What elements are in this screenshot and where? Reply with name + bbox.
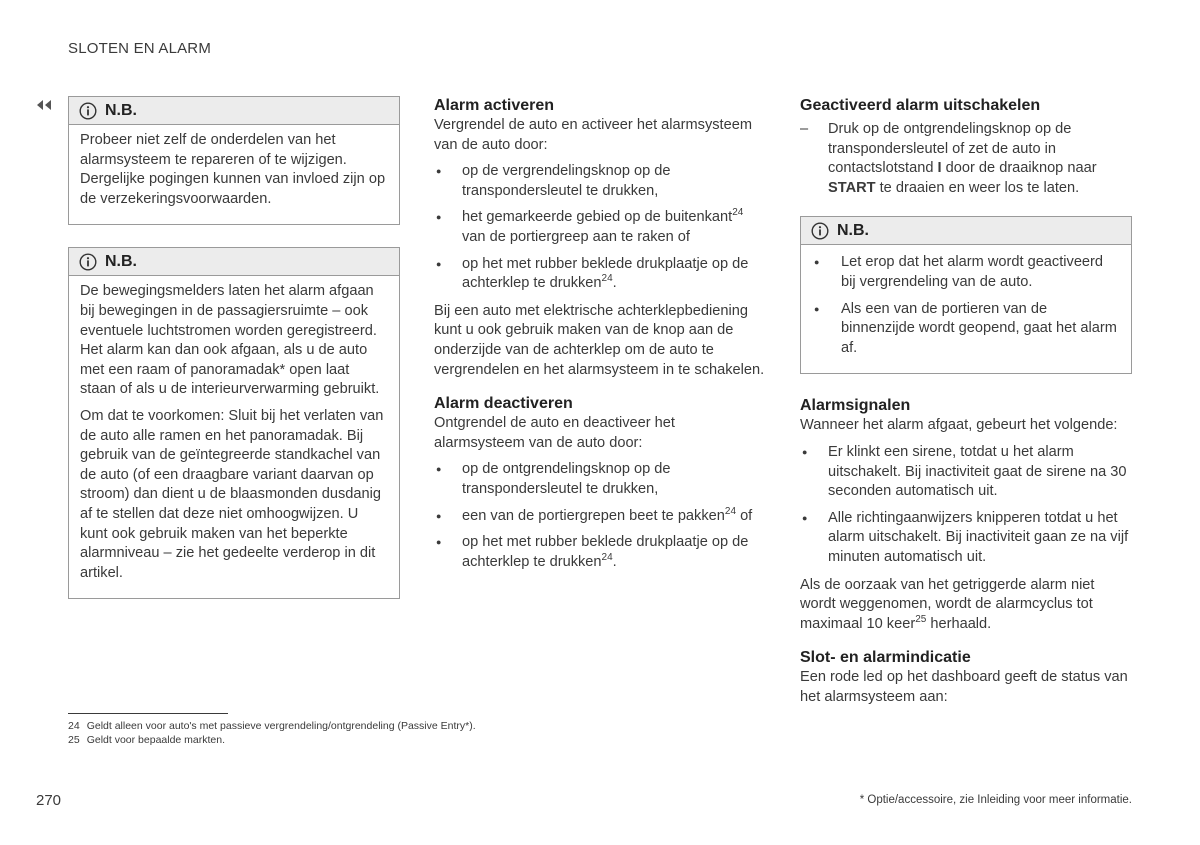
list-item: ● het gemarkeerde gebied op de buitenkant$^{24}$ van de portiergreep aan te raken of [434, 208, 766, 247]
page-number: 270 [36, 792, 62, 809]
heading-alarm-activate: Alarm activeren [434, 97, 555, 114]
column-left [68, 96, 400, 621]
footnote: 24 Geldt alleen voor auto's met passieve vergrendeling/ontgrendeling (Passive Entry*). [68, 720, 476, 732]
body-text: Bij een auto met elektrische achterklepbediening kunt u ook gebruik maken van de knop aan de onderzijde van de achterklep om de auto te vergrendelen en het alarmsysteem in te schakelen. [434, 302, 765, 378]
note-title: N.B. [105, 101, 137, 119]
list-item: ● Let erop dat het alarm wordt geactiveerd bij vergrendeling van de auto. [812, 253, 1120, 292]
footnote-divider [68, 713, 228, 714]
heading-disable-alarm: Geactiveerd alarm uitschakelen [800, 97, 1041, 114]
note-list [812, 253, 1120, 358]
body-text: Als de oorzaak van het getriggerde alarm niet wordt weggenomen, wordt de alarmcyclus tot maximaal 10 keer$^{25}$ herhaald. [800, 576, 1095, 632]
note-header [801, 217, 1131, 245]
activate-list [434, 162, 766, 294]
instruction-step: – Druk op de ontgrendelingsknop op de transpondersleutel of zet de auto in contactslotstand I door de draaiknop naar START te draaien en weer los te laten. [800, 121, 1097, 196]
list-item: ● een van de portiergrepen beet te pakken$^{24}$ of [434, 507, 766, 527]
note-title: N.B. [837, 221, 869, 239]
list-item: ● op het met rubber beklede drukplaatje op de achterklep te drukken$^{24}$. [434, 255, 766, 294]
footnote: 25 Geldt voor bepaalde markten. [68, 734, 226, 746]
footnote-ref: 24 [732, 207, 744, 219]
info-circle-icon [79, 253, 97, 271]
info-circle-icon [811, 222, 829, 240]
heading-alarm-signals: Alarmsignalen [800, 397, 911, 415]
intro-text: Ontgrendel de auto en deactiveer het alarmsysteem van de auto door: [434, 415, 675, 451]
footnote-ref: 24 [724, 505, 737, 517]
list-item: ● Alle richtingaanwijzers knipperen totdat u het alarm uitschakelt. Bij inactiviteit gaan ze na vijf minuten automatisch uit. [800, 509, 1132, 568]
footnotes [68, 719, 476, 747]
info-circle-icon [79, 102, 97, 120]
list-item: ● Als een van de portieren van de binnenzijde wordt geopend, gaat het alarm af. [812, 300, 1120, 359]
footnote-ref: 24 [601, 273, 613, 285]
list-item: ● op de vergrendelingsknop op de transpondersleutel te drukken, [434, 162, 766, 201]
section-title: SLOTEN EN ALARM [68, 40, 212, 57]
list-item: ● Er klinkt een sirene, totdat u het alarm uitschakelt. Bij inactiviteit gaat de sirene na 30 seconden automatisch uit. [800, 443, 1132, 502]
list-item: ● op de ontgrendelingsknop op de transpondersleutel te drukken, [434, 460, 766, 499]
note-header [69, 248, 399, 276]
double-chevron-left-icon[interactable] [36, 100, 52, 110]
column-middle [434, 96, 766, 580]
column-right [800, 96, 1132, 714]
footer-note: * Optie/accessoire, zie Inleiding voor meer informatie. [859, 794, 1132, 806]
footnote-ref: 25 [915, 613, 927, 625]
note-text: Om dat te voorkomen: Sluit bij het verlaten van de auto alle ramen en het panoramadak. Bij gebruik van de geïntegreerde standkachel van de auto (of een draagbare variant daarvan op stroom) dan dient u de blaasmonden dusdanig af te stellen dat deze niet omhoogwijzen. U kunt ook gebruik maken van het beperkte alarmniveau – zie het gedeelte verderop in dit artikel. [80, 407, 384, 581]
heading-lock-indication: Slot- en alarmindicatie [800, 649, 971, 667]
note-header [69, 97, 399, 125]
list-item: ● op het met rubber beklede drukplaatje op de achterklep te drukken$^{24}$. [434, 533, 766, 572]
note-box-motion-sensors [68, 247, 400, 599]
signals-list [800, 443, 1132, 568]
deactivate-list [434, 460, 766, 572]
intro-text: Wanneer het alarm afgaat, gebeurt het volgende: [800, 417, 1118, 434]
note-box-repair [68, 96, 400, 225]
note-title: N.B. [105, 252, 137, 270]
footnote-ref: 24 [601, 551, 613, 563]
note-text: Probeer niet zelf de onderdelen van het alarmsysteem te repareren of te wijzigen. Dergelijke pogingen kunnen van invloed zijn op de verzekeringsvoorwaarden. [80, 132, 386, 207]
intro-text: Vergrendel de auto en activeer het alarmsysteem van de auto door: [434, 117, 752, 153]
body-text: Een rode led op het dashboard geeft de status van het alarmsysteem aan: [800, 669, 1128, 705]
note-text: De bewegingsmelders laten het alarm afgaan bij bewegingen in de passagiersruimte – ook eventuele luchtstromen worden geregistreerd. Het alarm kan dan ook afgaan, als u de auto met een raam of panoramadak* open laat staan of als u de interieurverwarming gebruikt. [80, 283, 380, 398]
heading-alarm-deactivate: Alarm deactiveren [434, 395, 573, 413]
note-box-alarm [800, 216, 1132, 374]
